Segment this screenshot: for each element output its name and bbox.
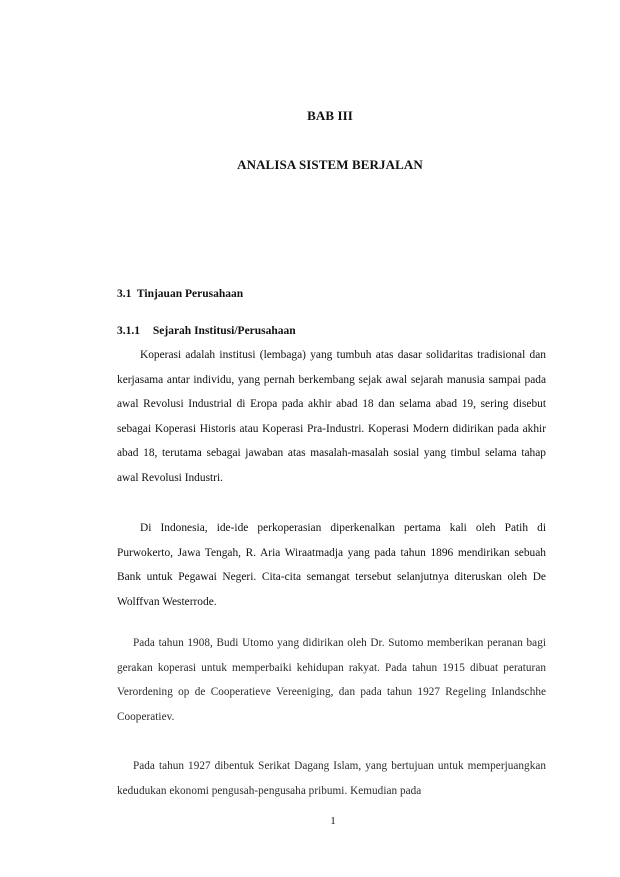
paragraph-budi-utomo: Pada tahun 1908, Budi Utomo yang didirikan oleh Dr. Sutomo memberikan peranan bagi gerakan koperasi untuk memperbaiki kehidupan rakyat. Pada tahun 1915 dibuat peraturan Verordening op de Cooperatieve Vereeniging, dan pada tahun 1927 Regeling Inlandschhe Cooperatiev.	[117, 637, 546, 723]
subsection-number: 3.1.1	[117, 325, 140, 337]
subsection-title: Sejarah Institusi/Perusahaan	[152, 325, 296, 337]
section-heading	[117, 288, 243, 300]
section-title: Tinjauan Perusahaan	[136, 288, 244, 300]
chapter-title: ANALISA SISTEM BERJALAN	[237, 157, 423, 172]
subsection-heading	[117, 325, 296, 337]
paragraph-indonesia-history: Di Indonesia, ide-ide perkoperasian diperkenalkan pertama kali oleh Patih di Purwokerto, Jawa Tengah, R. Aria Wiraatmadja yang pada tahun 1896 mendirikan sebuah Bank untuk Pegawai Negeri. Cita-cita semangat tersebut selanjutnya diteruskan oleh De Wolffvan Westerrode.	[117, 522, 546, 608]
chapter-label: BAB III	[307, 108, 353, 123]
paragraph-serikat-dagang-islam: Pada tahun 1927 dibentuk Serikat Dagang Islam, yang bertujuan untuk memperjuangkan kedudukan ekonomi pengusah-pengusaha pribumi. Kemudian pada	[117, 760, 546, 797]
page-number: 1	[330, 815, 336, 827]
paragraph-koperasi-definition: Koperasi adalah institusi (lembaga) yang tumbuh atas dasar solidaritas tradisional dan kerjasama antar individu, yang pernah berkembang sejak awal sejarah manusia sampai pada awal Revolusi Industrial di Eropa pada akhir abad 18 dan selama abad 19, sering disebut sebagai Koperasi Historis atau Koperasi Pra-Industri. Koperasi Modern didirikan pada akhir abad 18, terutama sebagai jawaban atas masalah-masalah sosial yang timbul selama tahap awal Revolusi Industri.	[117, 349, 546, 484]
section-number: 3.1	[117, 288, 132, 300]
